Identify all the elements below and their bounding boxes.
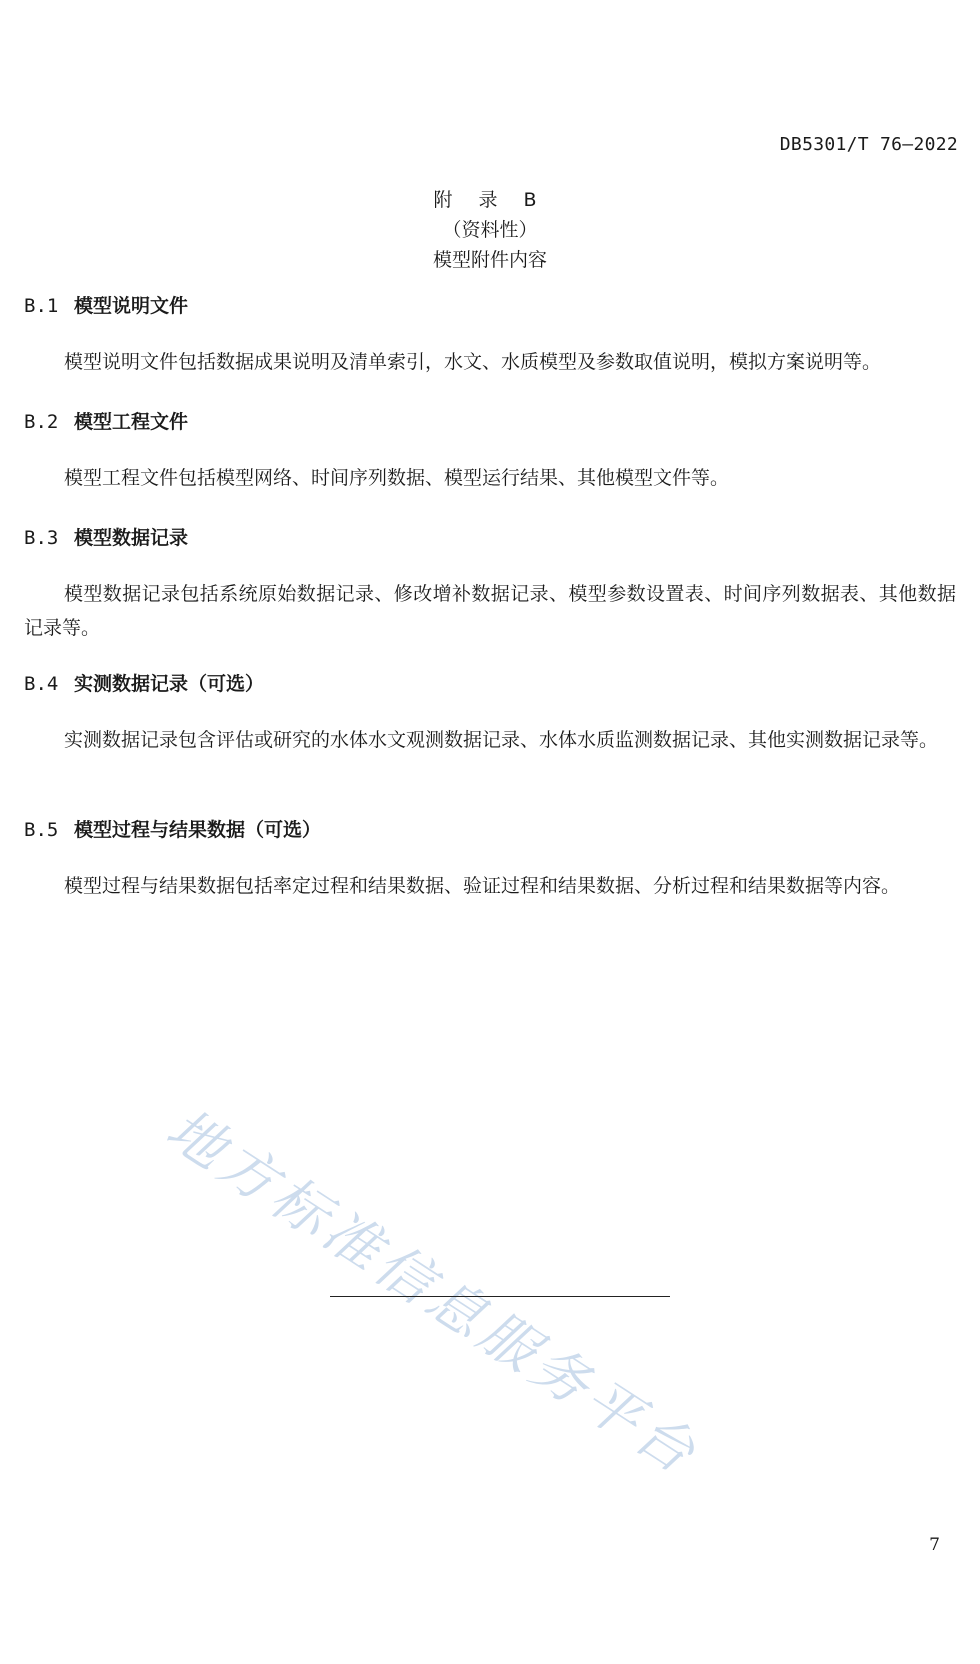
section-paragraph-b4: 实测数据记录包含评估或研究的水体水文观测数据记录、水体水质监测数据记录、其他实测数据记录等。 [64, 729, 939, 751]
section-title: 模型工程文件 [74, 411, 189, 433]
section-paragraph-b3: 模型数据记录包括系统原始数据记录、修改增补数据记录、模型参数设置表、时间序列数据表、其他数据记录等。 [24, 583, 956, 639]
section-heading-b4 [24, 669, 264, 696]
section-paragraph-b1: 模型说明文件包括数据成果说明及清单索引，水文、水质模型及参数取值说明，模拟方案说明等。 [64, 351, 882, 373]
section-title: 模型过程与结果数据（可选） [74, 819, 322, 841]
document-code: DB5301/T 76—2022 [779, 134, 958, 155]
section-number: B.1 [24, 295, 59, 317]
section-paragraph-b5: 模型过程与结果数据包括率定过程和结果数据、验证过程和结果数据、分析过程和结果数据等内容。 [64, 875, 901, 897]
page-number: 7 [929, 1535, 940, 1555]
end-rule [330, 1296, 670, 1297]
section-paragraph-b2: 模型工程文件包括模型网络、时间序列数据、模型运行结果、其他模型文件等。 [64, 467, 730, 489]
section-number: B.5 [24, 819, 59, 841]
section-heading-b3 [24, 523, 188, 550]
appendix-label: 附 录 B [433, 189, 547, 211]
section-heading-b5 [24, 815, 321, 842]
appendix-title: 模型附件内容 [432, 249, 547, 271]
section-title: 实测数据记录（可选） [74, 673, 265, 695]
section-title: 模型数据记录 [74, 527, 189, 549]
section-number: B.4 [24, 673, 59, 695]
watermark: 地方标准信息服务平台 [154, 1096, 711, 1489]
section-number: B.3 [24, 527, 59, 549]
appendix-nature: （资料性） [442, 219, 538, 241]
section-heading-b1 [24, 291, 188, 318]
section-title: 模型说明文件 [74, 295, 189, 317]
section-number: B.2 [24, 411, 59, 433]
section-heading-b2 [24, 407, 188, 434]
appendix-heading [0, 185, 980, 275]
